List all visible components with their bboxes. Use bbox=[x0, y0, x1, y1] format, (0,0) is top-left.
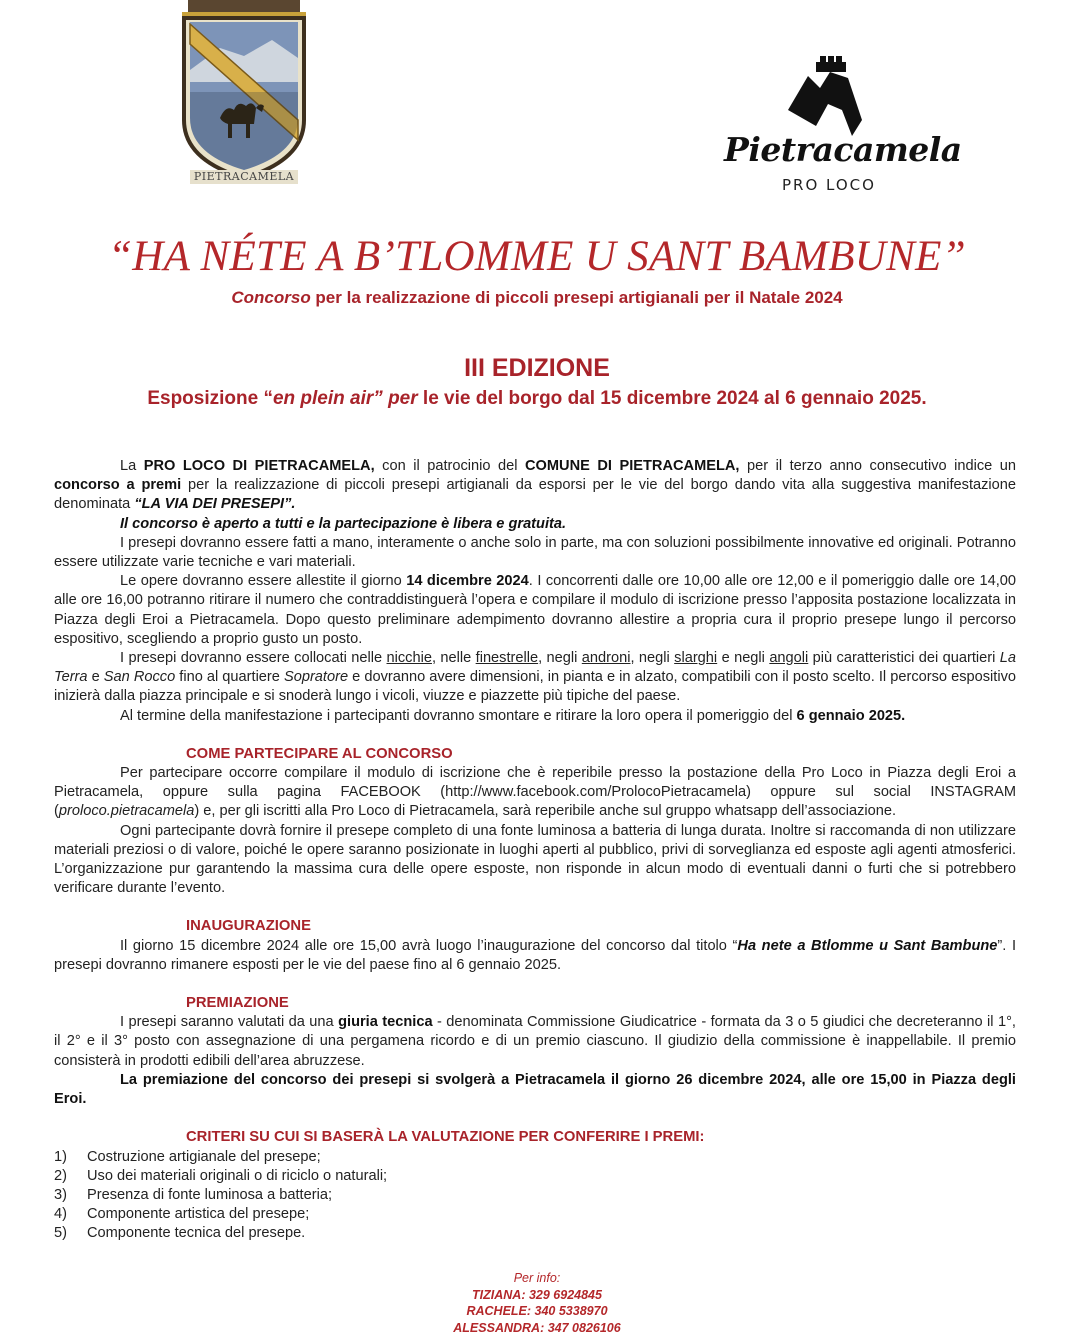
how-paragraph-1 bbox=[54, 764, 1016, 822]
t: ) e, per gli iscritti alla Pro Loco di Pietracamela, sarà reperibile anche sul gruppo whatsapp dell’associazione. bbox=[194, 803, 897, 820]
intro-paragraph-2 bbox=[54, 515, 1016, 534]
t: e negli bbox=[717, 650, 770, 667]
t: , nelle bbox=[431, 650, 476, 667]
section-inauguration-heading: INAUGURAZIONE bbox=[186, 918, 311, 935]
list-item-number: 3) bbox=[54, 1186, 67, 1203]
t: con il patrocinio del bbox=[374, 458, 525, 474]
t: Al termine della manifestazione i partecipanti dovranno smontare e ritirare la loro opera il pomeriggio del bbox=[120, 707, 797, 724]
logo-subtitle: PRO LOCO bbox=[782, 176, 876, 194]
award-paragraph-1 bbox=[54, 1013, 1016, 1071]
list-item-text: Componente artistica del presepe; bbox=[87, 1206, 310, 1223]
list-item-text: Presenza di fonte luminosa a batteria; bbox=[87, 1186, 332, 1203]
t: proloco.pietracamela bbox=[58, 803, 195, 820]
document-body bbox=[54, 457, 1016, 1244]
crest-shield-icon bbox=[160, 0, 328, 190]
t: PRO LOCO DI PIETRACAMELA, bbox=[143, 458, 375, 474]
list-item bbox=[54, 1186, 1016, 1205]
t: La bbox=[120, 458, 144, 474]
t: COMUNE DI PIETRACAMELA, bbox=[525, 458, 740, 474]
t: slarghi bbox=[674, 650, 718, 667]
t: La premiazione del concorso dei presepi si svolgerà a Pietracamela il giorno 26 dicembre 2024, alle ore 15,00 in Piazza degli Eroi. bbox=[54, 1071, 1016, 1108]
t: Il giorno 15 dicembre 2024 alle ore 15,00 avrà luogo l’inaugurazione del concorso dal titolo “ bbox=[120, 937, 738, 954]
pro-loco-logo bbox=[724, 48, 962, 198]
t: San Rocco bbox=[103, 669, 176, 686]
edition-heading: III EDIZIONE bbox=[464, 354, 610, 382]
exposition-c: ” bbox=[373, 388, 389, 409]
t: fino al quartiere bbox=[175, 669, 284, 686]
t: Le opere dovranno essere allestite il giorno bbox=[120, 573, 407, 590]
exposition-d: per bbox=[388, 388, 418, 409]
subtitle bbox=[0, 288, 1074, 308]
list-item bbox=[54, 1205, 1016, 1224]
t: giuria tecnica bbox=[338, 1014, 433, 1031]
logo-name: Pietracamela bbox=[724, 130, 962, 169]
t: - denominata Commissione Giudicatrice - formata da 3 o 5 giudici che decreteranno il 1°, il 2° e il 3° posto con assegnazione di una pergamena ricordo e di un premio ciascuno. Il giudizio della commissione è inappellabile. Il premio consisterà in prodotti edibili dell’area abruzzese. bbox=[54, 1014, 1016, 1069]
inauguration-paragraph bbox=[54, 937, 1016, 975]
t: androni bbox=[581, 650, 631, 667]
t: La Terra bbox=[54, 650, 1017, 686]
t: 14 dicembre 2024 bbox=[406, 573, 529, 590]
t: angoli bbox=[769, 650, 809, 667]
t: e dovranno avere dimensioni, in pianta e in alzato, compatibili con il posto scelto. Il percorso espositivo inizierà dalla piazza principale e si snoderà lungo i vicoli, viuzze e piazzette più tipiche del paese. bbox=[54, 669, 1016, 705]
section-criteria-heading: CRITERI SU CUI SI BASERÀ LA VALUTAZIONE PER CONFERIRE I PREMI: bbox=[186, 1129, 705, 1146]
subtitle-rest: per la realizzazione di piccoli presepi artigianali per il Natale 2024 bbox=[310, 288, 843, 307]
exposition-e: le vie del borgo dal 15 dicembre 2024 al 6 gennaio 2025. bbox=[417, 388, 927, 409]
t: 6 gennaio 2025. bbox=[796, 707, 906, 724]
t: per la realizzazione di piccoli presepi artigianali da esporsi per le vie del borgo dando vita alla suggestiva manifestazione denominata bbox=[54, 477, 1017, 513]
exposition-b: en plein air bbox=[272, 388, 374, 409]
t: , negli bbox=[538, 650, 582, 667]
t: I presepi dovranno essere collocati nelle bbox=[120, 650, 387, 667]
contacts-block bbox=[0, 1270, 1074, 1336]
exposition-line bbox=[0, 388, 1074, 410]
page-title: “HA NÉTE A B’TLOMME U SANT BAMBUNE” bbox=[108, 233, 966, 280]
intro-paragraph-3: I presepi dovranno essere fatti a mano, interamente o anche solo in parte, ma con soluzioni possibilmente innovative ed originali. Potranno essere utilizzate varie tecniche e vari materiali. bbox=[54, 534, 1016, 571]
how-paragraph-2: Ogni partecipante dovrà fornire il presepe completo di una fonte luminosa a batteria di lunga durata. Inoltre si raccomanda di non utilizzare materiali preziosi o di valore, poiché le opere saranno posizionate in luoghi aperti al pubblico, privi di sorveglianza ed esposte agli agenti atmosferici. L’organizzazione pur garantendo la massima cura delle opere esposte, non risponde in alcun modo di eventuali danni o furti che si potrebbero verificare durante l’evento. bbox=[54, 822, 1016, 897]
list-item bbox=[54, 1224, 1016, 1243]
contact-alessandra: ALESSANDRA: 347 0826106 bbox=[453, 1320, 621, 1335]
list-item bbox=[54, 1167, 1016, 1186]
contacts-label: Per info: bbox=[513, 1271, 561, 1285]
list-item-number: 5) bbox=[54, 1225, 67, 1242]
t: . I concorrenti dalle ore 10,00 alle ore 12,00 e il pomeriggio dalle ore 14,00 alle ore 16,00 potranno ritirare il numero che contraddistinguerà l’opera e compilare il modulo di iscrizione presso l’apposita postazione localizzata in Piazza degli Eroi a Pietracamela. Dopo questo preliminare adempimento dovranno allestire a propria cura il proprio presepe lungo il percorso espositivo, scegliendo a proprio gusto un posto. bbox=[54, 573, 1016, 647]
intro-paragraph-1 bbox=[54, 457, 1016, 515]
t: Per partecipare occorre compilare il modulo di iscrizione che è reperibile presso la postazione della Pro Loco in Piazza degli Eroi a Pietracamela, oppure sulla pagina FACEBOOK (http://www.facebook.com/ProlocoPietracamela) oppure sul social INSTAGRAM ( bbox=[54, 765, 1016, 820]
t: Ha nete a Btlomme u Sant Bambune bbox=[737, 937, 998, 954]
list-item-text: Uso dei materiali originali o di riciclo o naturali; bbox=[87, 1167, 388, 1184]
t: Il concorso è aperto a tutti e la partecipazione è libera e gratuita. bbox=[120, 515, 567, 532]
list-item-text: Componente tecnica del presepe. bbox=[87, 1225, 306, 1242]
t: ”. I presepi dovranno rimanere esposti per le vie del paese fino al 6 gennaio 2025. bbox=[54, 937, 1016, 973]
t: concorso a premi bbox=[54, 477, 182, 494]
contact-rachele: RACHELE: 340 5338970 bbox=[466, 1304, 608, 1318]
criteria-list bbox=[54, 1148, 1016, 1244]
t: “LA VIA DEI PRESEPI”. bbox=[134, 496, 296, 513]
t: nicchie bbox=[386, 650, 432, 667]
t: più caratteristici dei quartieri bbox=[808, 650, 1000, 667]
intro-paragraph-5 bbox=[54, 649, 1016, 707]
t: , negli bbox=[630, 650, 675, 667]
intro-paragraph-6 bbox=[54, 707, 1016, 726]
crest-caption: PIETRACAMELA bbox=[193, 170, 295, 183]
award-paragraph-2 bbox=[54, 1071, 1016, 1109]
section-how-heading: COME PARTECIPARE AL CONCORSO bbox=[186, 745, 453, 762]
mountain-castle-icon bbox=[724, 48, 934, 138]
list-item-number: 2) bbox=[54, 1167, 67, 1184]
subtitle-em: Concorso bbox=[231, 288, 311, 307]
list-item-text: Costruzione artigianale del presepe; bbox=[87, 1148, 321, 1165]
t: per il terzo anno consecutivo indice un bbox=[739, 458, 1016, 474]
intro-paragraph-4 bbox=[54, 572, 1016, 649]
section-award-heading: PREMIAZIONE bbox=[186, 995, 289, 1012]
list-item bbox=[54, 1148, 1016, 1167]
t: finestrelle bbox=[475, 650, 539, 667]
t: I presepi saranno valutati da una bbox=[120, 1014, 339, 1031]
t: Sopratore bbox=[283, 669, 349, 686]
list-item-number: 4) bbox=[54, 1206, 67, 1223]
municipal-crest bbox=[160, 0, 328, 190]
t: e bbox=[87, 669, 104, 686]
list-item-number: 1) bbox=[54, 1148, 67, 1165]
contact-tiziana: TIZIANA: 329 6924845 bbox=[472, 1287, 602, 1302]
exposition-a: Esposizione “ bbox=[147, 388, 273, 409]
